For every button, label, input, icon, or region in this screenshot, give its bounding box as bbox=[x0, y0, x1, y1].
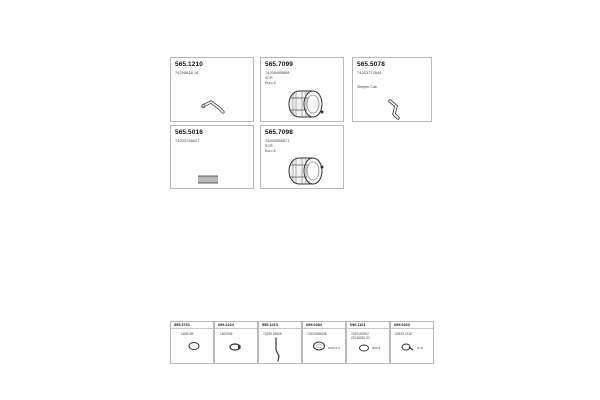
part-number: 565.5016 bbox=[175, 129, 203, 136]
accessory-code: 74203455498 bbox=[307, 332, 327, 336]
accessory-code: 7420152552 bbox=[351, 332, 369, 336]
part-card-565-7098[interactable] bbox=[260, 125, 344, 189]
accessory-size-tag: M10×1.5 bbox=[328, 346, 340, 350]
part-number: 565.7099 bbox=[265, 61, 293, 68]
note-line: Sleeper Cab bbox=[357, 85, 377, 89]
part-number: 565.1210 bbox=[175, 61, 203, 68]
accessory-part-number: 595.1013 bbox=[262, 323, 278, 327]
scr-muffler-icon bbox=[285, 88, 325, 120]
accessory-part-number: 696.1161 bbox=[350, 323, 366, 327]
accessory-code: 1824945 bbox=[220, 332, 233, 336]
clamp-icon bbox=[311, 340, 327, 352]
oe-number: 74295818 18 bbox=[175, 70, 199, 75]
accessory-code: 20929 2136 bbox=[395, 332, 412, 336]
note-line: SCR bbox=[265, 76, 273, 80]
oe-number: 74203772544 bbox=[357, 70, 382, 75]
part-card-565-7099[interactable] bbox=[260, 57, 344, 122]
accessory-code: 20746020 92 bbox=[351, 336, 370, 340]
oe-number: 74200985871 bbox=[265, 138, 290, 143]
exhaust-pipe-icon bbox=[386, 98, 404, 120]
accessory-cell-699-2224[interactable] bbox=[214, 321, 258, 364]
part-number: 565.5078 bbox=[357, 61, 385, 68]
accessory-cell-595-1013[interactable] bbox=[258, 321, 302, 364]
clamp-icon bbox=[187, 341, 201, 351]
clamp-icon bbox=[357, 343, 371, 353]
clamp-icon bbox=[400, 341, 414, 353]
exhaust-pipe-icon bbox=[201, 96, 227, 116]
note-line: SCR bbox=[265, 144, 273, 148]
part-card-565-5078[interactable] bbox=[352, 57, 432, 122]
accessory-cell-595-3761[interactable] bbox=[170, 321, 214, 364]
accessory-code: 1828199 bbox=[181, 332, 194, 336]
part-card-565-5016[interactable] bbox=[170, 125, 254, 189]
part-card-565-1210[interactable] bbox=[170, 57, 254, 122]
accessory-cell-699-0323[interactable] bbox=[390, 321, 434, 364]
oe-number: 74203758027 bbox=[175, 138, 200, 143]
note-line: Euro 6 bbox=[265, 81, 276, 85]
accessory-code: 74295 18608 bbox=[263, 332, 282, 336]
note-line: Euro 6 bbox=[265, 149, 276, 153]
accessory-part-number: 699.0384 bbox=[306, 323, 322, 327]
accessory-cell-699-0384[interactable] bbox=[302, 321, 346, 364]
accessory-cell-696-1161[interactable] bbox=[346, 321, 390, 364]
accessory-size-tag: Ø10.3 bbox=[372, 346, 381, 350]
part-number: 565.7098 bbox=[265, 129, 293, 136]
clamp-icon bbox=[228, 342, 242, 352]
accessory-part-number: 699.0323 bbox=[394, 323, 410, 327]
accessory-size-tag: M 11 bbox=[417, 346, 424, 350]
flex-hose-icon bbox=[196, 172, 220, 186]
accessory-part-number: 699.2224 bbox=[218, 323, 234, 327]
accessory-part-number: 595.3761 bbox=[174, 323, 190, 327]
oe-number: 74200985898 bbox=[265, 70, 290, 75]
exhaust-pipe-icon bbox=[273, 336, 281, 362]
scr-muffler-icon bbox=[285, 155, 325, 187]
